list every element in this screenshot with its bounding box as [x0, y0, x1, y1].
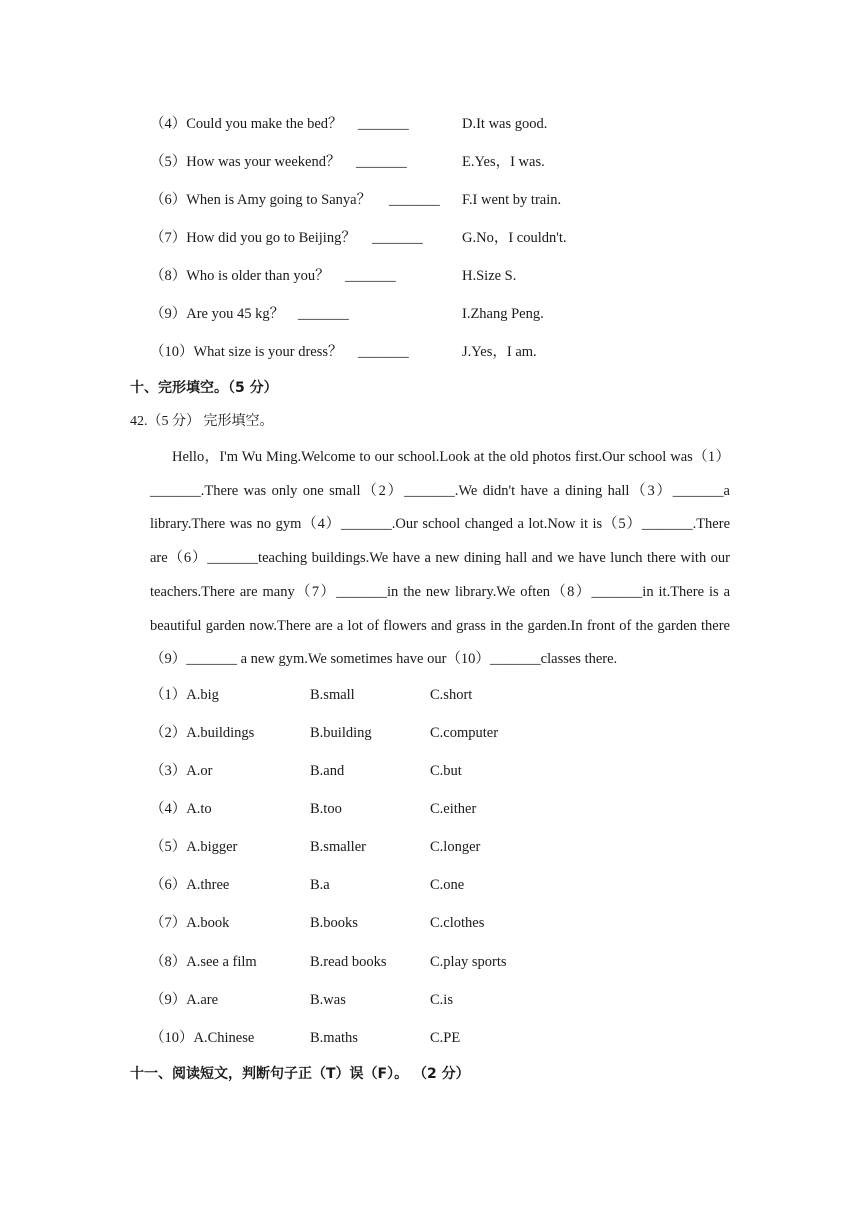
option-c[interactable]: C.one [430, 877, 465, 893]
section-heading: 十一、阅读短文，判断句子正（T）误（F）。 （2 分） [130, 1066, 470, 1082]
option-c[interactable]: C.is [430, 992, 453, 1008]
option-c[interactable]: C.clothes [430, 915, 485, 931]
option-a[interactable]: （10）A.Chinese [150, 1030, 255, 1046]
option-a[interactable]: （1）A.big [150, 687, 219, 703]
option-b[interactable]: B.books [310, 915, 358, 931]
matching-answer: J.Yes，I am. [462, 344, 537, 360]
option-a[interactable]: （6）A.three [150, 877, 230, 893]
option-a[interactable]: （8）A.see a film [150, 954, 257, 970]
option-c[interactable]: C.either [430, 801, 477, 817]
matching-answer: H.Size S. [462, 268, 517, 284]
option-b[interactable]: B.read books [310, 954, 387, 970]
option-c[interactable]: C.but [430, 763, 462, 779]
matching-answer: D.It was good. [462, 116, 548, 132]
option-b[interactable]: B.smaller [310, 839, 366, 855]
option-a[interactable]: （3）A.or [150, 763, 213, 779]
section-heading: 十、完形填空。（5 分） [130, 380, 278, 396]
option-b[interactable]: B.maths [310, 1030, 358, 1046]
option-a[interactable]: （7）A.book [150, 915, 230, 931]
option-b[interactable]: B.a [310, 877, 330, 893]
option-a[interactable]: （4）A.to [150, 801, 212, 817]
answer-blank[interactable]: _______ [298, 306, 349, 322]
matching-question: （4）Could you make the bed？ [150, 116, 343, 132]
option-c[interactable]: C.PE [430, 1030, 461, 1046]
answer-blank[interactable]: _______ [358, 344, 409, 360]
option-a[interactable]: （2）A.buildings [150, 725, 255, 741]
answer-blank[interactable]: _______ [345, 268, 396, 284]
matching-answer: E.Yes，I was. [462, 154, 545, 170]
option-b[interactable]: B.building [310, 725, 372, 741]
option-a[interactable]: （5）A.bigger [150, 839, 238, 855]
matching-question: （7）How did you go to Beijing？ [150, 230, 356, 246]
matching-answer: I.Zhang Peng. [462, 306, 544, 322]
answer-blank[interactable]: _______ [389, 192, 440, 208]
matching-question: （9）Are you 45 kg？ [150, 306, 285, 322]
matching-question: （6）When is Amy going to Sanya？ [150, 192, 372, 208]
option-c[interactable]: C.computer [430, 725, 499, 741]
option-c[interactable]: C.longer [430, 839, 481, 855]
option-b[interactable]: B.small [310, 687, 355, 703]
answer-blank[interactable]: _______ [356, 154, 407, 170]
matching-answer: F.I went by train. [462, 192, 562, 208]
option-b[interactable]: B.and [310, 763, 345, 779]
option-c[interactable]: C.short [430, 687, 473, 703]
cloze-passage: Hello，I'm Wu Ming.Welcome to our school.Look at the old photos first.Our school was（1）_______.There was only one small（2）_______.We didn't have a dining hall（3）_______a library.There was no gym（4）_______.Our school changed a lot.Now it is（5）_______.There are（6）_______teaching buildings.We have a new dining hall and we have lunch there with our teachers.There are many（7）_______in the new library.We often（8）_______in it.There is a beautiful garden now.There are a lot of flowers and grass in the garden.In front of the garden there（9）_______ a new gym.We sometimes have our（10）_______classes there. [150, 449, 730, 668]
answer-blank[interactable]: _______ [358, 116, 409, 132]
matching-answer: G.No，I couldn't. [462, 230, 567, 246]
matching-question: （8）Who is older than you？ [150, 268, 330, 284]
matching-question: （10）What size is your dress？ [150, 344, 343, 360]
matching-question: （5）How was your weekend？ [150, 154, 341, 170]
answer-blank[interactable]: _______ [372, 230, 423, 246]
option-b[interactable]: B.too [310, 801, 342, 817]
option-b[interactable]: B.was [310, 992, 346, 1008]
question-number: 42.（5 分） 完形填空。 [130, 414, 274, 429]
option-a[interactable]: （9）A.are [150, 992, 219, 1008]
option-c[interactable]: C.play sports [430, 954, 507, 970]
